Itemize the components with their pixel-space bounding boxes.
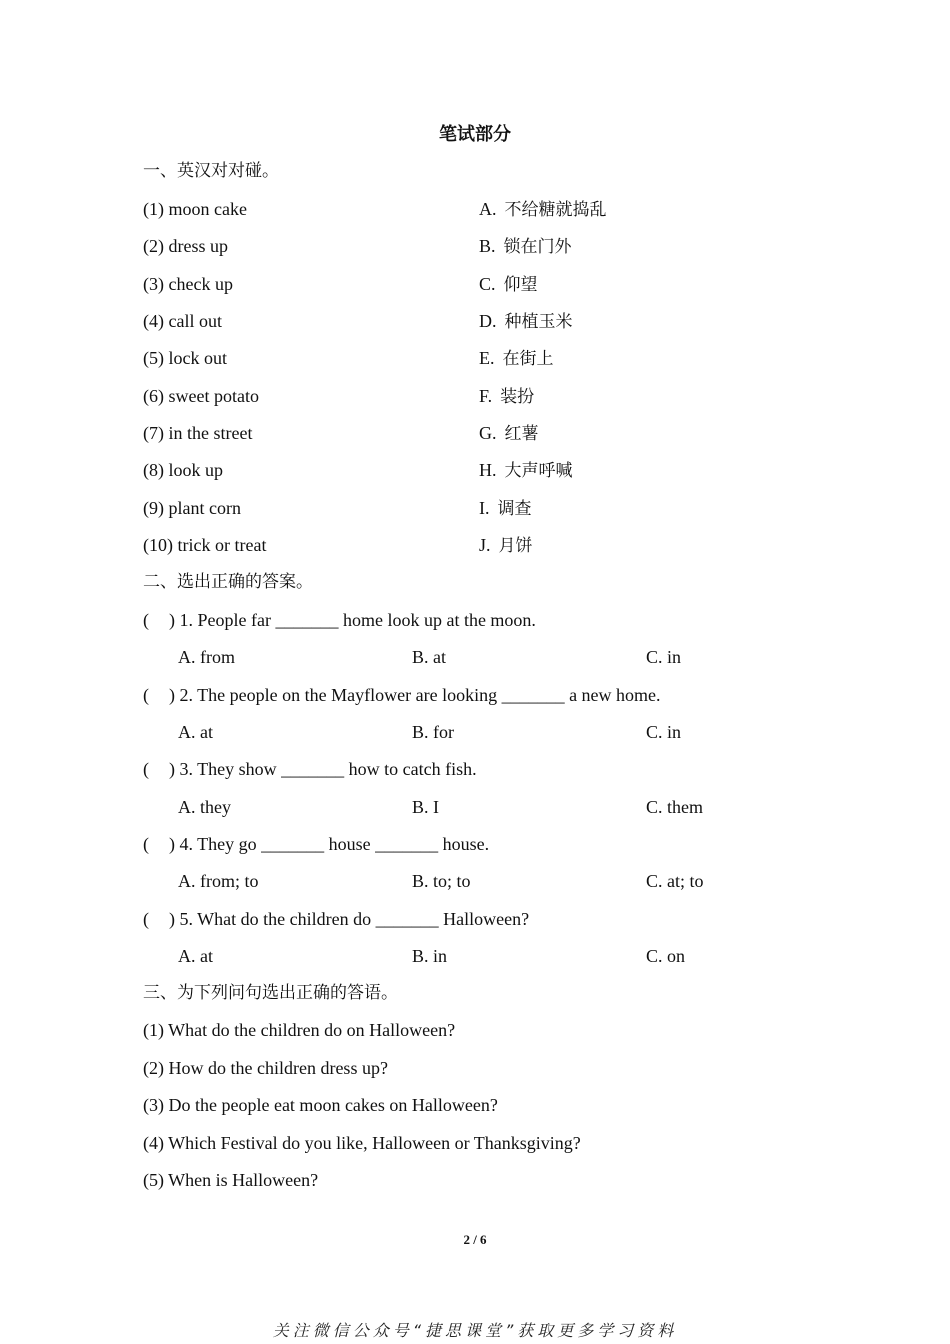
- question-5: [143, 907, 529, 931]
- match-item-1: (1) moon cake: [143, 199, 247, 219]
- question-text: ) 1. People far _______ home look up at the moon.: [169, 610, 536, 630]
- match-item-2: (2) dress up: [143, 236, 228, 256]
- option-letter: F.: [479, 386, 493, 406]
- choice-c: C. in: [646, 722, 682, 742]
- option-text: 大声呼喊: [504, 461, 573, 481]
- answer-paren: (: [143, 834, 149, 854]
- page-number: 2 / 6: [463, 1232, 487, 1247]
- match-option-i: [479, 496, 532, 521]
- match-item-10: (10) trick or treat: [143, 535, 267, 555]
- option-text: 月饼: [498, 536, 533, 556]
- match-item-3: (3) check up: [143, 274, 233, 294]
- option-text: 调查: [497, 499, 532, 519]
- option-letter: B.: [479, 236, 496, 256]
- choice-a: A. from; to: [178, 871, 259, 891]
- option-letter: J.: [479, 535, 491, 555]
- question-1: [143, 608, 536, 632]
- choice-b: B. for: [412, 722, 454, 742]
- question-3: [143, 757, 477, 781]
- option-letter: G.: [479, 423, 497, 443]
- choice-a: A. they: [178, 797, 231, 817]
- question-item: (3) Do the people eat moon cakes on Halloween?: [143, 1095, 498, 1115]
- section-heading-2: 二、选出正确的答案。: [143, 572, 313, 592]
- match-option-c: [479, 272, 538, 297]
- match-item-4: (4) call out: [143, 311, 222, 331]
- option-letter: I.: [479, 498, 490, 518]
- option-text: 种植玉米: [504, 312, 573, 332]
- match-item-5: (5) lock out: [143, 348, 227, 368]
- match-option-h: [479, 458, 573, 483]
- answer-paren: (: [143, 685, 149, 705]
- section-heading-3: 三、为下列问句选出正确的答语。: [143, 983, 398, 1003]
- answer-paren: (: [143, 610, 149, 630]
- question-text: ) 2. The people on the Mayflower are looking _______ a new home.: [169, 685, 661, 705]
- question-item: (1) What do the children do on Halloween?: [143, 1020, 456, 1040]
- question-item: (5) When is Halloween?: [143, 1170, 319, 1190]
- match-item-9: (9) plant corn: [143, 498, 241, 518]
- option-text: 不给糖就捣乱: [504, 200, 607, 220]
- choice-c: C. at; to: [646, 871, 704, 891]
- question-2: [143, 683, 661, 707]
- question-text: ) 4. They go _______ house _______ house.: [169, 834, 490, 854]
- question-4: [143, 832, 489, 856]
- option-text: 装扮: [500, 387, 535, 407]
- match-option-d: [479, 309, 573, 334]
- choice-c: C. on: [646, 946, 686, 966]
- match-item-8: (8) look up: [143, 460, 223, 480]
- option-text: 红薯: [504, 424, 539, 444]
- match-option-a: [479, 197, 607, 222]
- match-option-j: [479, 533, 533, 558]
- question-text: ) 5. What do the children do _______ Halloween?: [169, 909, 530, 929]
- footer-note: 关注微信公众号“捷思课堂”获取更多学习资料: [272, 1321, 678, 1340]
- section-heading-1: 一、英汉对对碰。: [143, 161, 279, 181]
- choice-c: C. in: [646, 647, 682, 667]
- question-text: ) 3. They show _______ how to catch fish.: [169, 759, 477, 779]
- answer-paren: (: [143, 909, 149, 929]
- answer-paren: (: [143, 759, 149, 779]
- option-letter: C.: [479, 274, 496, 294]
- question-item: (4) Which Festival do you like, Halloween or Thanksgiving?: [143, 1133, 581, 1153]
- choice-b: B. in: [412, 946, 448, 966]
- match-item-7: (7) in the street: [143, 423, 253, 443]
- match-item-6: (6) sweet potato: [143, 386, 259, 406]
- page-title: 笔试部分: [439, 124, 511, 145]
- choice-b: B. to; to: [412, 871, 471, 891]
- choice-c: C. them: [646, 797, 703, 817]
- choice-a: A. at: [178, 946, 213, 966]
- option-letter: H.: [479, 460, 497, 480]
- option-text: 仰望: [503, 275, 538, 295]
- match-option-b: [479, 234, 572, 259]
- option-text: 锁在门外: [503, 237, 572, 257]
- choice-b: B. at: [412, 647, 446, 667]
- option-letter: D.: [479, 311, 497, 331]
- option-text: 在街上: [502, 349, 554, 369]
- match-option-f: [479, 384, 534, 409]
- question-item: (2) How do the children dress up?: [143, 1058, 388, 1078]
- choice-a: A. from: [178, 647, 235, 667]
- match-option-g: [479, 421, 539, 446]
- match-option-e: [479, 346, 554, 371]
- choice-a: A. at: [178, 722, 213, 742]
- option-letter: E.: [479, 348, 495, 368]
- option-letter: A.: [479, 199, 497, 219]
- choice-b: B. I: [412, 797, 439, 817]
